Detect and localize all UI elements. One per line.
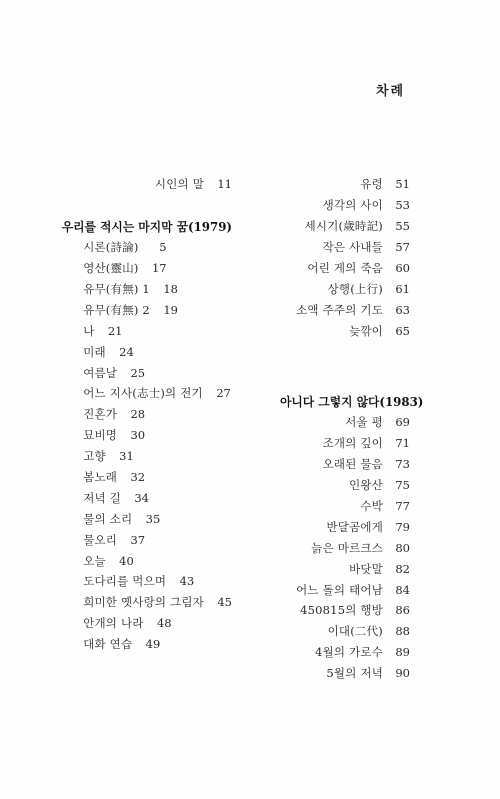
toc-entry-title: 영산(靈山): [83, 261, 139, 276]
toc-entry-page: 25: [130, 365, 146, 380]
toc-entry-title: 유무(有無) 2: [83, 302, 150, 317]
toc-entry-title: 작은 사내들: [322, 240, 383, 255]
toc-entry-page: 30: [130, 428, 146, 443]
toc-entry-page: 32: [130, 470, 146, 485]
toc-entry-title: 봄노래: [83, 470, 118, 485]
toc-entry-title: 대화 연습: [83, 637, 133, 652]
toc-entry: [280, 278, 410, 299]
toc-entry-title: 4월의 가로수: [315, 645, 383, 660]
toc-entry: [280, 454, 410, 475]
toc-entry-title: 물오리: [83, 532, 118, 547]
toc-entry-title: 유무(有無) 1: [83, 282, 150, 296]
toc-entry-title: 이대(二代): [327, 624, 383, 639]
toc-entry-page: 75: [395, 478, 410, 493]
toc-entry-title: 어느 지사(志士)의 전기: [83, 386, 203, 401]
toc-entry: [83, 341, 232, 362]
toc-entry: [280, 621, 410, 642]
toc-entry: [280, 299, 410, 320]
toc-entry-page: 45: [217, 595, 232, 610]
toc-entry-title: 늙은 마르크스: [311, 540, 383, 555]
toc-entry-page: 61: [395, 281, 410, 296]
toc-entry-page: 19: [163, 302, 178, 317]
toc-entry: [83, 425, 232, 446]
section-heading: 우리를 적시는 마지막 꿈(1979): [61, 219, 232, 234]
toc-entry-title: 여름날: [83, 365, 118, 380]
section-heading: 아니다 그렇지 않다(1983): [280, 395, 424, 410]
toc-entry-page: 77: [395, 499, 410, 514]
toc-entry-page: 73: [395, 457, 410, 472]
toc-entry: [83, 571, 232, 592]
toc-entry-title: 고향: [83, 449, 106, 464]
toc-entry-page: 24: [119, 344, 134, 359]
toc-entry-page: 84: [395, 582, 410, 597]
toc-entry: [83, 634, 232, 655]
toc-entry-page: 5: [159, 240, 167, 255]
toc-entry-title: 도다리를 먹으며: [83, 574, 167, 589]
toc-entry-title: 상행(上行): [327, 281, 383, 296]
toc-entry: [83, 487, 232, 508]
toc-entry-page: 40: [119, 553, 134, 568]
toc-entry-page: 88: [395, 624, 410, 639]
toc-entry: [83, 320, 232, 341]
toc-entry-title: 오래된 물음: [322, 457, 383, 472]
toc-entry-page: 60: [395, 261, 410, 275]
toc-entry-title: 5월의 저녁: [326, 666, 383, 681]
toc-entry-title: 미래: [83, 344, 106, 359]
toc-entry: [280, 600, 410, 621]
toc-entry-page: 82: [395, 561, 410, 576]
toc-entry-page: 18: [163, 282, 178, 296]
toc-entry: [280, 516, 410, 537]
toc-entry-page: 21: [107, 323, 123, 338]
toc-entry: [280, 433, 410, 454]
toc-entry-intro: [155, 174, 232, 195]
toc-entry-page: 80: [395, 540, 410, 555]
toc-entry-title: 소액 주주의 기도: [296, 302, 383, 317]
toc-entry-title: 묘비명: [83, 428, 118, 443]
toc-entry: [83, 237, 232, 258]
toc-left-column: [62, 174, 232, 655]
toc-entry: [83, 383, 232, 404]
toc-entry-page: 79: [395, 519, 410, 534]
toc-entry-page: 63: [395, 302, 410, 317]
toc-entry: [83, 550, 232, 571]
toc-entry-title: 진혼가: [83, 407, 118, 422]
toc-entry-title: 인왕산: [349, 478, 383, 493]
toc-entry-title: 희미한 옛사랑의 그림자: [83, 595, 204, 610]
toc-entry: [280, 496, 410, 517]
toc-entry-page: 11: [217, 177, 232, 192]
toc-entry-title: 반달곰에게: [326, 519, 383, 534]
toc-entry-page: 90: [395, 666, 410, 681]
toc-entry-page: 65: [395, 323, 410, 338]
toc-entry: [280, 642, 410, 663]
toc-entry-title: 늦깎이: [349, 323, 383, 338]
toc-right-column: [280, 174, 424, 684]
toc-entry: [280, 663, 410, 684]
toc-entry-page: 31: [119, 449, 134, 464]
toc-entry-page: 51: [395, 177, 410, 192]
toc-entry: [83, 404, 232, 425]
toc-entry: [280, 237, 410, 258]
toc-entry-title: 어린 게의 죽음: [307, 261, 383, 275]
toc-entry: [83, 508, 232, 529]
toc-entry: [280, 558, 410, 579]
toc-entry-page: 37: [130, 532, 146, 547]
toc-entry-page: 17: [151, 261, 167, 276]
toc-entry-page: 86: [395, 603, 410, 618]
toc-entry: [280, 216, 410, 237]
toc-entry: [280, 412, 410, 433]
toc-entry-title: 물의 소리: [83, 511, 133, 526]
toc-entry-title: 조개의 깊이: [322, 436, 383, 451]
page-title: 차례: [376, 84, 406, 99]
toc-entry: [83, 362, 232, 383]
toc-entry-page: 35: [145, 511, 161, 526]
toc-entry: [280, 475, 410, 496]
toc-entry: [280, 258, 410, 279]
toc-entry-title: 시론(詩論): [83, 240, 139, 255]
toc-entry: [83, 279, 232, 300]
toc-entry-page: 48: [156, 616, 172, 631]
toc-entry-page: 34: [134, 490, 149, 505]
toc-entry: [83, 592, 232, 613]
toc-entry-title: 나: [83, 323, 95, 338]
toc-entry-title: 생각의 사이: [322, 198, 383, 213]
toc-entry-title: 유령: [360, 177, 383, 192]
toc-entry-title: 세시기(歲時記): [304, 219, 383, 234]
toc-entry: [280, 195, 410, 216]
toc-entry-page: 28: [130, 407, 146, 422]
toc-entry: [83, 467, 232, 488]
toc-entry-title: 오늘: [83, 553, 106, 568]
toc-entry-page: 43: [179, 574, 195, 589]
toc-entry-title: 안개의 나라: [83, 616, 144, 631]
toc-entry-page: 69: [395, 415, 410, 430]
toc-entry: [280, 579, 410, 600]
toc-entry: [280, 537, 410, 558]
toc-entry-page: 53: [395, 198, 410, 213]
toc-entry: [280, 174, 410, 195]
toc-entry-page: 27: [216, 386, 231, 401]
toc-entry: [83, 258, 232, 279]
toc-entry-title: 450815의 행방: [300, 603, 383, 618]
toc-entry: [83, 446, 232, 467]
toc-entry-page: 89: [395, 645, 410, 660]
toc-entry-page: 57: [395, 240, 410, 255]
toc-entry-title: 서울 평: [345, 415, 383, 430]
toc-entry-title: 시인의 말: [154, 177, 204, 192]
toc-entry-page: 49: [145, 637, 161, 652]
toc-entry-title: 저녁 길: [83, 490, 121, 505]
toc-entry: [83, 613, 232, 634]
toc-entry: [83, 529, 232, 550]
toc-entry-page: 55: [395, 219, 410, 234]
toc-entry: [83, 299, 232, 320]
toc-entry-title: 수박: [360, 499, 383, 514]
toc-entry: [280, 320, 410, 341]
toc-entry-title: 어느 돌의 태어남: [296, 582, 383, 597]
toc-entry-title: 바닷말: [349, 561, 383, 576]
toc-entry-page: 71: [395, 436, 410, 451]
